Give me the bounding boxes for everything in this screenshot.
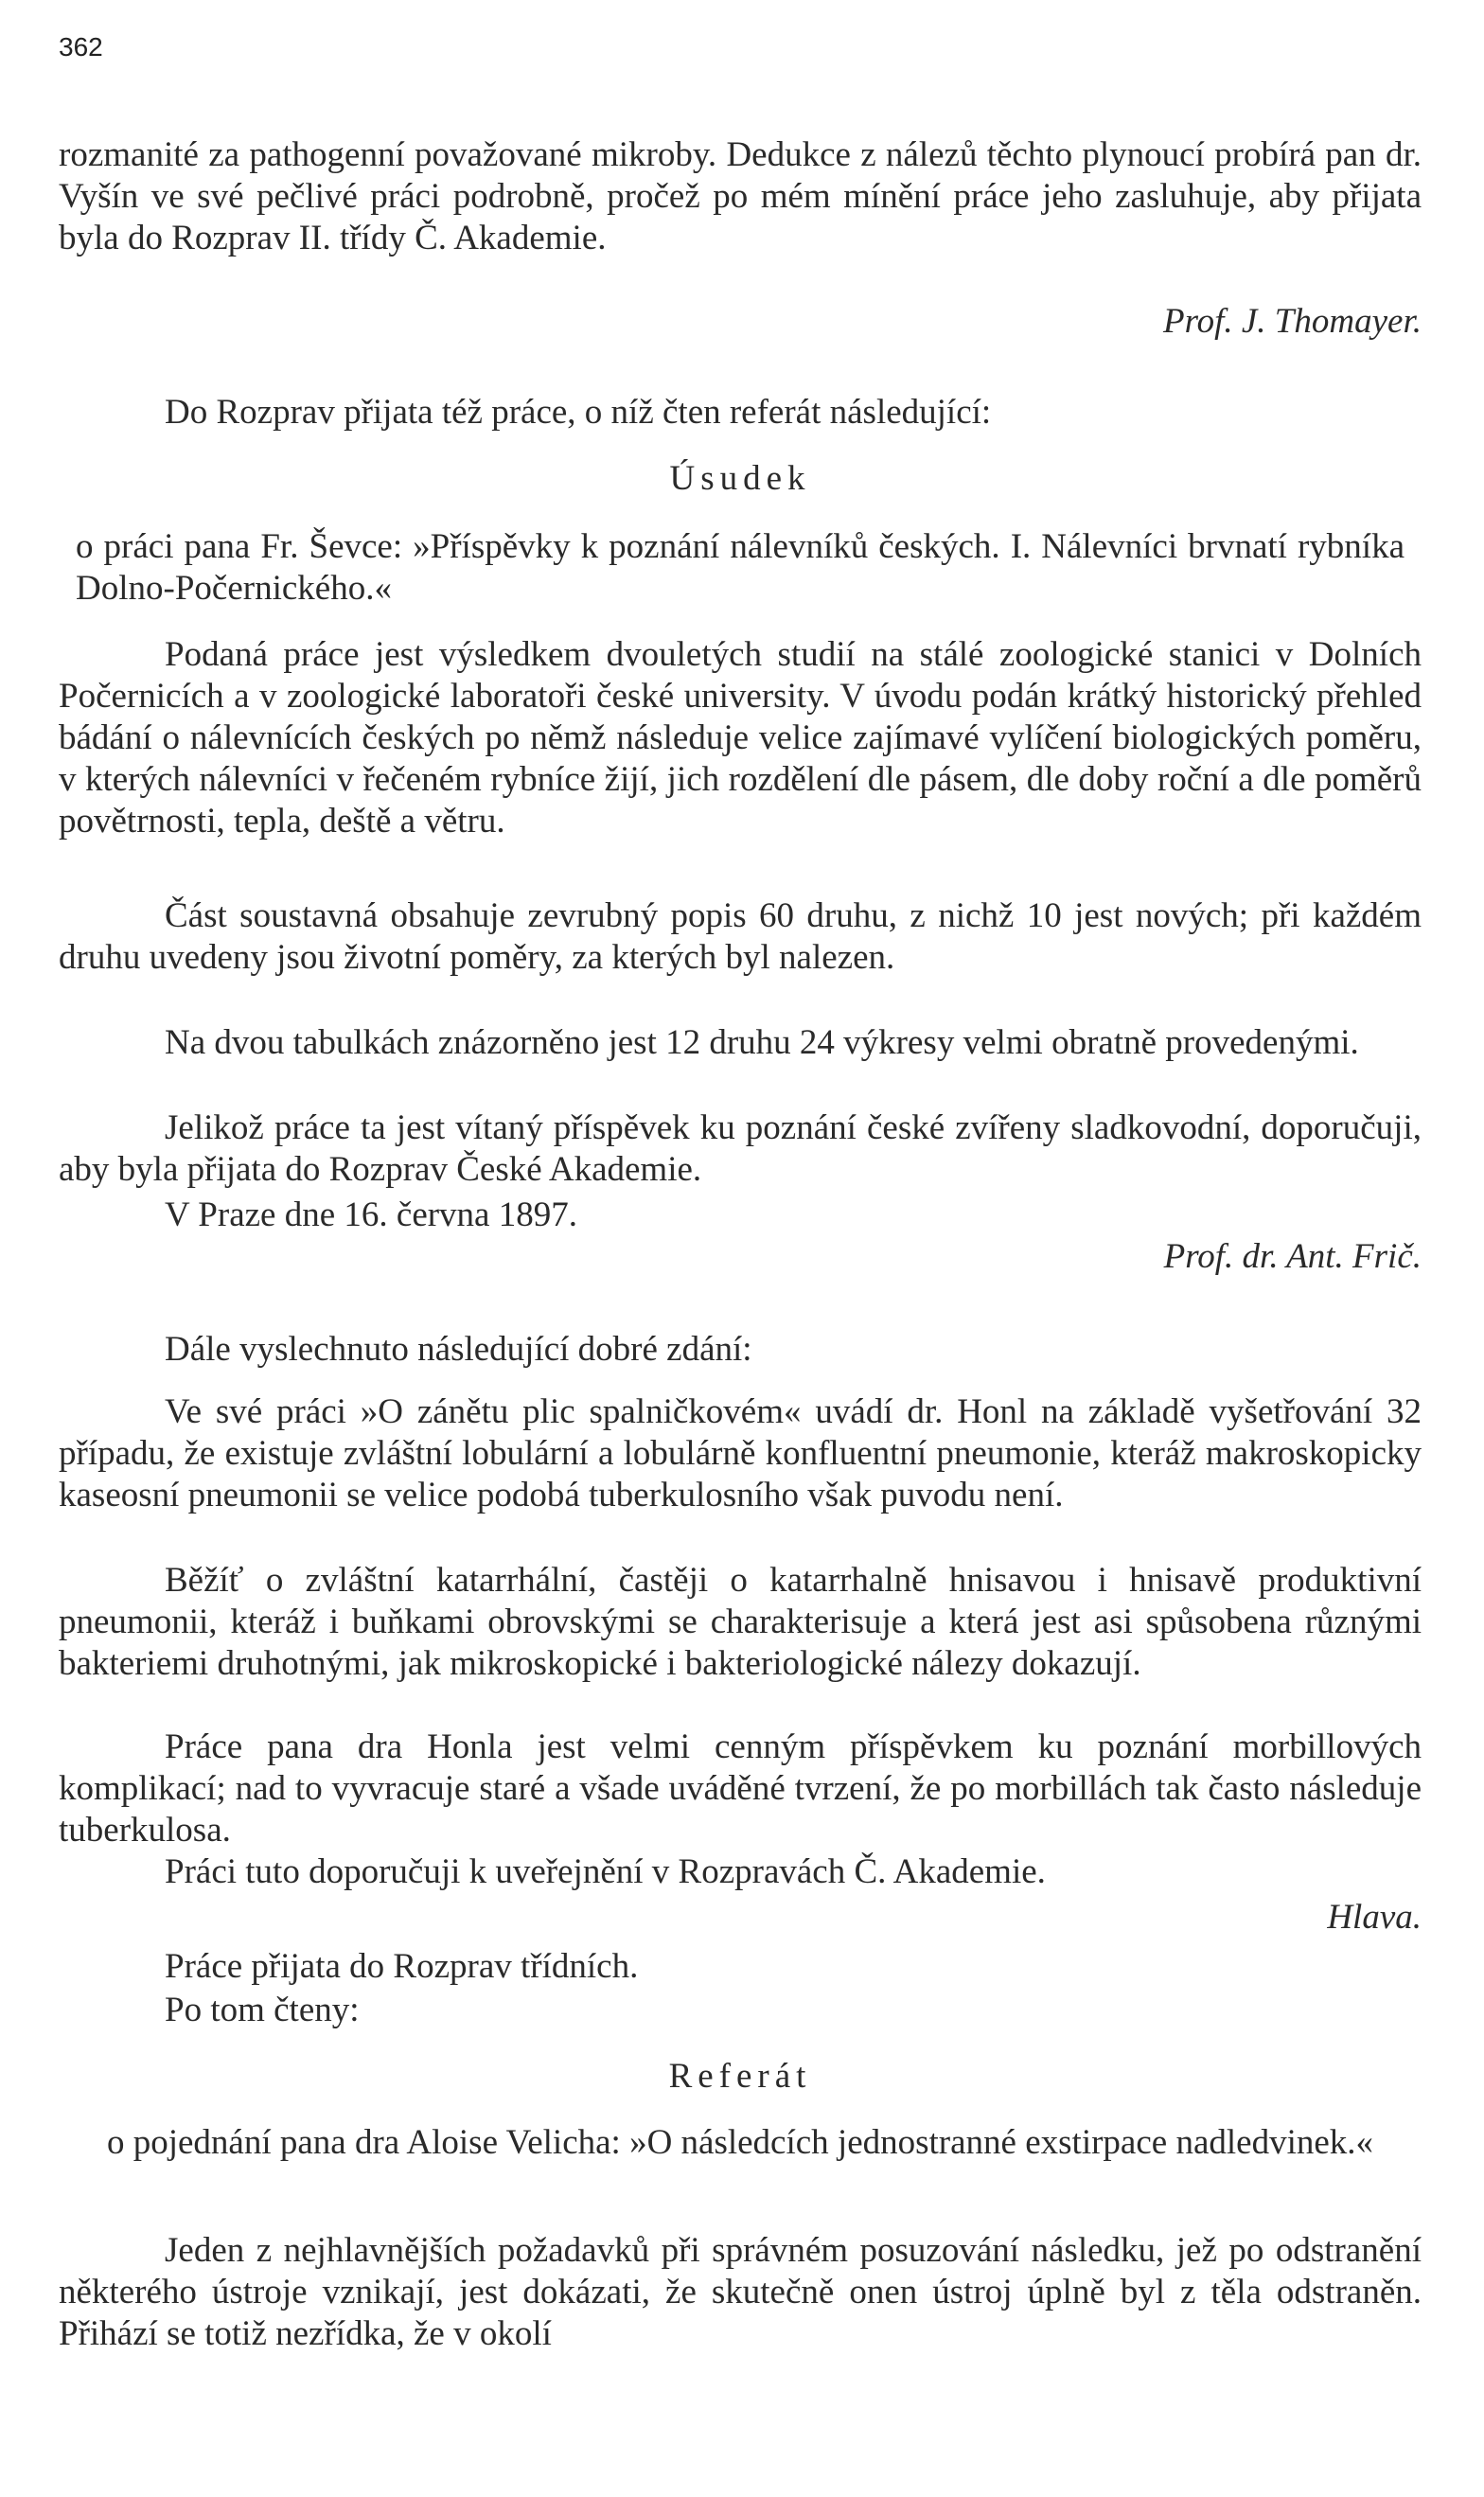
section1-signature: Prof. dr. Ant. Frič. [1163,1237,1422,1276]
section1-subject: o práci pana Fr. Ševce: »Příspěvky k poznání nálevníků českých. I. Nálevníci brvnatí rybníka Dolno-Počernického.« [76,527,1404,608]
section1-paragraph-2: Část soustavná obsahuje zevrubný popis 60 druhu, z nichž 10 jest nových; při každém druhu uvedeny jsou životní poměry, za kterých byl nalezen. [59,896,1422,977]
section2-paragraph-3: Práce pana dra Honla jest velmi cenným příspěvkem ku poznání morbillových komplikací; nad to vyvracuje staré a všade uváděné tvrzení, že po morbillách tak často následuje tuberkulosa. [59,1727,1422,1850]
intro-paragraph: rozmanité za pathogenní považované mikroby. Dedukce z nálezů těchto plynoucí probírá pan dr. Vyšín ve své pečlivé práci podrobně, pročež po mém mínění práce jeho zasluhuje, aby přijata byla do Rozprav II. třídy Č. Akademie. [59,135,1422,257]
section3-heading: Referát [668,2057,812,2096]
section2-paragraph-1: Ve své práci »O zánětu plic spalničkovém« uvádí dr. Honl na základě vyšetřování 32 případu, že existuje zvláštní lobulární a lobulárně konfluentní pneumonie, kteráž makroskopicky kaseosní pneumonii se velice podobá tuberkulosního však puvodu není. [59,1392,1422,1514]
section1-heading: Úsudek [669,459,811,498]
section1-paragraph-3: Na dvou tabulkách znázorněno jest 12 druhu 24 výkresy velmi obratně provedenými. [165,1023,1359,1062]
page-number: 362 [59,32,103,62]
section3-paragraph: Jeden z nejhlavnějších požadavků při správném posuzování následku, jež po odstranění některého ústroje vznikají, jest dokázati, že skutečně onen ústroj úplně byl z těla odstraněn. Přihází se totiž nezřídka, že v okolí [59,2231,1422,2353]
section1-date: V Praze dne 16. června 1897. [165,1195,577,1234]
section2-paragraph-4: Práci tuto doporučuji k uveřejnění v Rozpravách Č. Akademie. [165,1852,1046,1891]
section2-closing-1: Práce přijata do Rozprav třídních. [165,1947,639,1986]
section1-paragraph-4: Jelikož práce ta jest vítaný příspěvek ku poznání české zvířeny sladkovodní, doporučuji, aby byla přijata do Rozprav České Akademie. [59,1108,1422,1189]
section2-paragraph-2: Běžíť o zvláštní katarrhální, častěji o katarrhalně hnisavou i hnisavě produktivní pneumonii, kteráž i buňkami obrovskými se charakterisuje a která jest asi spůsobena různými bakteriemi druhotnými, jak mikroskopické i bakteriologické nálezy dokazují. [59,1561,1422,1683]
section1-paragraph-1: Podaná práce jest výsledkem dvouletých studií na stálé zoologické stanici v Dolních Počernicích a v zoologické laboratoři české university. V úvodu podán krátký historický přehled bádání o nálevnících českých po němž následuje velice zajímavé vylíčení biologických poměru, v kterých nálevníci v řečeném rybníce žijí, jich rozdělení dle pásem, dle doby roční a dle poměrů povětrnosti, tepla, deště a větru. [59,635,1422,841]
intro-signature: Prof. J. Thomayer. [1162,302,1422,341]
section2-signature: Hlava. [1327,1898,1422,1937]
section1-lead: Do Rozprav přijata též práce, o níž čten referát následující: [165,393,992,432]
section3-subject: o pojednání pana dra Aloise Velicha: »O následcích jednostranné exstirpace nadledvinek.« [106,2123,1374,2162]
section2-closing-2: Po tom čteny: [165,1991,360,2029]
section2-lead: Dále vyslechnuto následující dobré zdání: [165,1330,752,1369]
